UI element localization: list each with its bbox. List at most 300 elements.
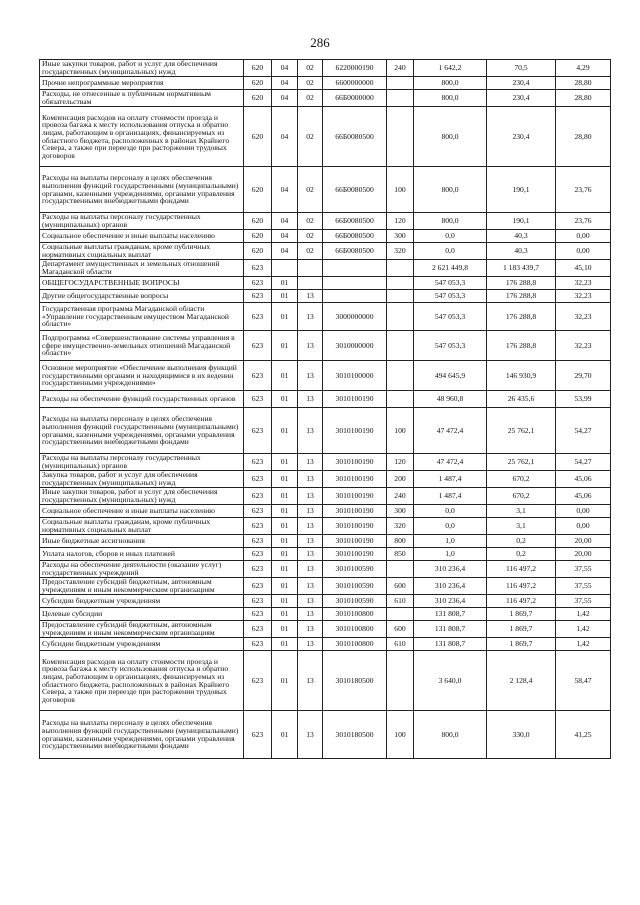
budget-table-body [40,60,611,759]
row-code: 620 [244,90,272,107]
row-csr: 3010100190 [323,454,387,471]
row-vr [387,290,414,303]
row-plan: 131 808,7 [414,638,487,651]
row-section: 01 [272,277,298,290]
table-row [40,60,611,77]
row-subsection: 13 [298,361,323,391]
table-row [40,243,611,260]
row-name: Иные бюджетные ассигнования [40,535,244,548]
row-fact: 176 288,8 [487,290,556,303]
row-section: 01 [272,621,298,638]
table-row [40,90,611,107]
row-section: 04 [272,77,298,90]
row-percent: 20,00 [556,548,611,561]
row-csr: 3010100190 [323,505,387,518]
row-csr: 3010100000 [323,361,387,391]
table-row [40,408,611,454]
row-subsection: 13 [298,454,323,471]
row-subsection: 13 [298,548,323,561]
row-section: 01 [272,578,298,595]
row-name: Социальные выплаты гражданам, кроме публичных нормативных социальных выплат [40,243,244,260]
row-subsection: 13 [298,621,323,638]
row-name: Расходы на обеспечение деятельности (оказание услуг) государственных учреждений [40,561,244,578]
row-section: 01 [272,331,298,361]
row-vr [387,77,414,90]
row-plan: 3 640,0 [414,651,487,711]
row-name: Компенсация расходов на оплату стоимости проезда и провоза багажа к месту использования отпуска и обратно лицам, работающим в организациях, финансируемых из областного бюджета, расположенных в районах Крайнего Севера, а также при переезде при расторжении трудовых договоров [40,651,244,711]
row-fact: 190,1 [487,213,556,230]
row-percent: 1,42 [556,621,611,638]
row-plan: 310 236,4 [414,595,487,608]
row-code: 623 [244,471,272,488]
row-percent: 32,23 [556,277,611,290]
row-csr [323,260,387,277]
row-plan: 800,0 [414,213,487,230]
table-row [40,213,611,230]
row-subsection: 02 [298,213,323,230]
row-csr: 3010100190 [323,391,387,408]
row-percent: 23,76 [556,213,611,230]
row-vr: 100 [387,711,414,759]
row-vr [387,107,414,167]
row-subsection: 13 [298,651,323,711]
page-number: 286 [310,35,330,50]
row-code: 623 [244,638,272,651]
row-vr: 100 [387,408,414,454]
row-name: Субсидии бюджетным учреждениям [40,595,244,608]
row-subsection: 13 [298,505,323,518]
row-percent: 1,42 [556,608,611,621]
row-code: 623 [244,561,272,578]
row-code: 623 [244,518,272,535]
row-subsection: 13 [298,608,323,621]
row-fact: 1 869,7 [487,638,556,651]
table-row [40,561,611,578]
row-vr: 610 [387,595,414,608]
table-row [40,535,611,548]
row-name: Закупка товаров, работ и услуг для обеспечения государственных (муниципальных) нужд [40,471,244,488]
row-percent: 45,06 [556,488,611,505]
row-section: 01 [272,518,298,535]
table-row [40,454,611,471]
row-percent: 45,10 [556,260,611,277]
row-code: 623 [244,331,272,361]
row-percent: 37,55 [556,595,611,608]
row-name: Уплата налогов, сборов и иных платежей [40,548,244,561]
row-section [272,260,298,277]
row-fact: 230,4 [487,107,556,167]
row-fact: 1 869,7 [487,621,556,638]
row-code: 623 [244,578,272,595]
table-row [40,578,611,595]
row-subsection [298,277,323,290]
row-name: Компенсация расходов на оплату стоимости проезда и провоза багажа к месту использования отпуска и обратно лицам, работающим в организациях, финансируемых из областного бюджета, расположенных в районах Крайнего Севера, а также при переезде при расторжении трудовых договоров [40,107,244,167]
row-plan: 547 053,3 [414,303,487,331]
row-percent: 41,25 [556,711,611,759]
row-subsection: 02 [298,243,323,260]
row-subsection: 13 [298,535,323,548]
table-row [40,230,611,243]
row-vr [387,277,414,290]
row-vr: 600 [387,578,414,595]
table-row [40,331,611,361]
row-section: 01 [272,561,298,578]
row-csr: 66Б0000000 [323,90,387,107]
row-csr: 3010180500 [323,711,387,759]
row-csr: 66Б0080500 [323,230,387,243]
row-code: 623 [244,608,272,621]
row-plan: 1,0 [414,535,487,548]
row-vr [387,331,414,361]
row-section: 01 [272,548,298,561]
row-code: 623 [244,260,272,277]
row-csr: 3010180500 [323,651,387,711]
row-section: 04 [272,107,298,167]
table-row [40,488,611,505]
row-percent: 37,55 [556,578,611,595]
row-csr: 3000000000 [323,303,387,331]
row-vr: 300 [387,505,414,518]
row-csr: 3010100190 [323,488,387,505]
row-plan: 310 236,4 [414,578,487,595]
table-row [40,505,611,518]
row-fact: 330,0 [487,711,556,759]
row-fact: 26 435,6 [487,391,556,408]
row-name: Расходы на выплаты персоналу в целях обеспечения выполнения функций государственными (муниципальными) органами, казенными учреждениями, органами управления государственными внебюджетными фондами [40,711,244,759]
row-section: 01 [272,505,298,518]
row-subsection: 13 [298,331,323,361]
row-code: 620 [244,167,272,213]
row-plan: 47 472,4 [414,408,487,454]
row-section: 01 [272,303,298,331]
row-subsection: 13 [298,518,323,535]
row-section: 04 [272,167,298,213]
row-name: Иные закупки товаров, работ и услуг для обеспечения государственных (муниципальных) нужд [40,60,244,77]
row-csr: 3010100190 [323,518,387,535]
row-fact: 176 288,8 [487,303,556,331]
table-row [40,621,611,638]
table-row [40,518,611,535]
row-percent: 54,27 [556,408,611,454]
row-section: 01 [272,711,298,759]
row-vr: 200 [387,471,414,488]
row-section: 01 [272,595,298,608]
row-csr: 3010100190 [323,408,387,454]
row-fact: 230,4 [487,77,556,90]
row-fact: 230,4 [487,90,556,107]
row-name: Социальное обеспечение и иные выплаты населению [40,505,244,518]
row-code: 620 [244,213,272,230]
row-section: 04 [272,213,298,230]
row-section: 01 [272,535,298,548]
row-vr: 100 [387,167,414,213]
row-percent: 54,27 [556,454,611,471]
row-name: Социальные выплаты гражданам, кроме публичных нормативных социальных выплат [40,518,244,535]
table-row [40,277,611,290]
row-code: 620 [244,230,272,243]
row-vr [387,608,414,621]
row-vr: 240 [387,60,414,77]
row-name: Расходы на выплаты персоналу государственных (муниципальных) органов [40,213,244,230]
row-vr [387,361,414,391]
row-fact: 25 762,1 [487,408,556,454]
row-plan: 0,0 [414,230,487,243]
row-plan: 47 472,4 [414,454,487,471]
row-csr: 66Б0080500 [323,107,387,167]
row-percent: 0,00 [556,243,611,260]
row-fact: 116 497,2 [487,561,556,578]
row-percent: 32,23 [556,303,611,331]
row-plan: 1 487,4 [414,471,487,488]
row-vr [387,391,414,408]
row-plan: 48 960,8 [414,391,487,408]
row-code: 620 [244,77,272,90]
row-plan: 800,0 [414,167,487,213]
row-percent: 4,29 [556,60,611,77]
row-csr: 6220000190 [323,60,387,77]
row-vr: 800 [387,535,414,548]
row-code: 623 [244,391,272,408]
row-name: ОБЩЕГОСУДАРСТВЕННЫЕ ВОПРОСЫ [40,277,244,290]
row-code: 620 [244,60,272,77]
row-section: 04 [272,90,298,107]
row-plan: 547 053,3 [414,277,487,290]
row-vr [387,90,414,107]
row-fact: 3,1 [487,505,556,518]
row-fact: 116 497,2 [487,595,556,608]
row-name: Расходы, не отнесенные к публичным нормативным обязательствам [40,90,244,107]
row-fact: 670,2 [487,488,556,505]
row-plan: 131 808,7 [414,621,487,638]
row-section: 01 [272,391,298,408]
row-csr: 3010100800 [323,608,387,621]
row-code: 623 [244,408,272,454]
row-section: 04 [272,60,298,77]
row-fact: 40,3 [487,243,556,260]
row-plan: 1,0 [414,548,487,561]
row-csr [323,290,387,303]
row-fact: 116 497,2 [487,578,556,595]
row-plan: 1 642,2 [414,60,487,77]
row-percent: 32,23 [556,290,611,303]
table-row [40,107,611,167]
row-percent: 53,99 [556,391,611,408]
row-percent: 23,76 [556,167,611,213]
row-name: Социальное обеспечение и иные выплаты населению [40,230,244,243]
row-percent: 37,55 [556,561,611,578]
row-plan: 494 645,9 [414,361,487,391]
row-subsection: 02 [298,77,323,90]
row-csr: 3010100590 [323,595,387,608]
row-subsection: 02 [298,90,323,107]
row-section: 01 [272,638,298,651]
row-csr: 6600000000 [323,77,387,90]
table-row [40,391,611,408]
row-subsection [298,260,323,277]
row-fact: 1 869,7 [487,608,556,621]
row-percent: 28,80 [556,77,611,90]
row-name: Целевые субсидии [40,608,244,621]
row-vr [387,561,414,578]
row-percent: 28,80 [556,90,611,107]
row-vr [387,303,414,331]
row-name: Подпрограмма «Совершенствование системы управления в сфере имущественно-земельных отношений Магаданской области» [40,331,244,361]
row-name: Прочие непрограммные мероприятия [40,77,244,90]
row-subsection: 13 [298,595,323,608]
row-subsection: 13 [298,408,323,454]
row-subsection: 02 [298,60,323,77]
row-subsection: 13 [298,638,323,651]
row-name: Расходы на выплаты персоналу государственных (муниципальных) органов [40,454,244,471]
row-vr: 300 [387,230,414,243]
table-row [40,595,611,608]
row-code: 623 [244,535,272,548]
row-plan: 800,0 [414,107,487,167]
row-name: Субсидии бюджетным учреждениям [40,638,244,651]
row-subsection: 13 [298,303,323,331]
row-vr: 120 [387,454,414,471]
table-row [40,548,611,561]
budget-table [39,59,611,759]
row-percent: 45,06 [556,471,611,488]
row-fact: 0,2 [487,548,556,561]
row-vr: 240 [387,488,414,505]
row-plan: 800,0 [414,90,487,107]
row-vr: 120 [387,213,414,230]
row-code: 623 [244,595,272,608]
row-code: 623 [244,290,272,303]
row-section: 01 [272,408,298,454]
table-row [40,290,611,303]
row-plan: 800,0 [414,711,487,759]
row-csr [323,277,387,290]
row-plan: 2 621 449,8 [414,260,487,277]
row-section: 01 [272,488,298,505]
row-name: Государственная программа Магаданской области «Управление государственным имуществом Магаданской области» [40,303,244,331]
row-fact: 25 762,1 [487,454,556,471]
row-section: 01 [272,454,298,471]
table-row [40,638,611,651]
row-subsection: 13 [298,488,323,505]
row-fact: 176 288,8 [487,331,556,361]
row-subsection: 13 [298,561,323,578]
row-name: Расходы на обеспечение функций государственных органов [40,391,244,408]
table-row [40,471,611,488]
row-code: 623 [244,621,272,638]
row-fact: 2 128,4 [487,651,556,711]
row-vr: 600 [387,621,414,638]
row-code: 623 [244,361,272,391]
table-row [40,608,611,621]
row-percent: 58,47 [556,651,611,711]
row-code: 623 [244,651,272,711]
row-section: 01 [272,651,298,711]
row-plan: 547 053,3 [414,331,487,361]
row-code: 623 [244,488,272,505]
row-code: 620 [244,107,272,167]
row-name: Иные закупки товаров, работ и услуг для обеспечения государственных (муниципальных) нужд [40,488,244,505]
row-name: Основное мероприятие «Обеспечение выполнения функций государственными органами и находящимися в их ведении государственными учреждениями» [40,361,244,391]
row-code: 620 [244,243,272,260]
row-subsection: 13 [298,578,323,595]
row-csr: 3010100590 [323,578,387,595]
row-fact: 40,3 [487,230,556,243]
table-row [40,361,611,391]
row-name: Предоставление субсидий бюджетным, автономным учреждениям и иным некоммерческим организациям [40,621,244,638]
row-csr: 66Б0080500 [323,213,387,230]
row-subsection: 13 [298,711,323,759]
row-code: 623 [244,505,272,518]
row-csr: 66Б0080500 [323,167,387,213]
row-fact: 1 183 439,7 [487,260,556,277]
row-section: 01 [272,608,298,621]
row-code: 623 [244,277,272,290]
row-fact: 670,2 [487,471,556,488]
row-section: 01 [272,471,298,488]
row-plan: 310 236,4 [414,561,487,578]
row-percent: 20,00 [556,535,611,548]
row-section: 04 [272,230,298,243]
table-row [40,711,611,759]
table-row [40,77,611,90]
row-subsection: 13 [298,391,323,408]
row-subsection: 13 [298,290,323,303]
row-fact: 176 288,8 [487,277,556,290]
row-plan: 547 053,3 [414,290,487,303]
row-subsection: 02 [298,107,323,167]
row-percent: 0,00 [556,518,611,535]
row-subsection: 13 [298,471,323,488]
row-plan: 800,0 [414,77,487,90]
row-csr: 3010000000 [323,331,387,361]
row-name: Департамент имущественных и земельных отношений Магаданской области [40,260,244,277]
row-plan: 0,0 [414,518,487,535]
table-row [40,167,611,213]
row-csr: 3010100190 [323,471,387,488]
row-csr: 3010100190 [323,548,387,561]
row-fact: 70,5 [487,60,556,77]
row-subsection: 02 [298,167,323,213]
row-fact: 3,1 [487,518,556,535]
row-percent: 1,42 [556,638,611,651]
row-code: 623 [244,303,272,331]
row-section: 04 [272,243,298,260]
row-fact: 0,2 [487,535,556,548]
row-csr: 3010100190 [323,535,387,548]
row-csr: 3010100590 [323,561,387,578]
row-code: 623 [244,711,272,759]
row-percent: 0,00 [556,505,611,518]
row-percent: 0,00 [556,230,611,243]
row-percent: 29,70 [556,361,611,391]
row-section: 01 [272,361,298,391]
row-vr [387,651,414,711]
row-fact: 190,1 [487,167,556,213]
row-csr: 3010100800 [323,638,387,651]
row-csr: 3010100800 [323,621,387,638]
row-csr: 66Б0080500 [323,243,387,260]
row-name: Расходы на выплаты персоналу в целях обеспечения выполнения функций государственными (муниципальными) органами, казенными учреждениями, органами управления государственными внебюджетными фондами [40,167,244,213]
row-plan: 0,0 [414,505,487,518]
row-subsection: 02 [298,230,323,243]
row-name: Предоставление субсидий бюджетным, автономным учреждениям и иным некоммерческим организациям [40,578,244,595]
row-plan: 0,0 [414,243,487,260]
row-name: Расходы на выплаты персоналу в целях обеспечения выполнения функций государственными (муниципальными) органами, казенными учреждениями, органами управления государственными внебюджетными фондами [40,408,244,454]
row-code: 623 [244,454,272,471]
row-percent: 28,80 [556,107,611,167]
row-vr: 610 [387,638,414,651]
row-vr: 850 [387,548,414,561]
